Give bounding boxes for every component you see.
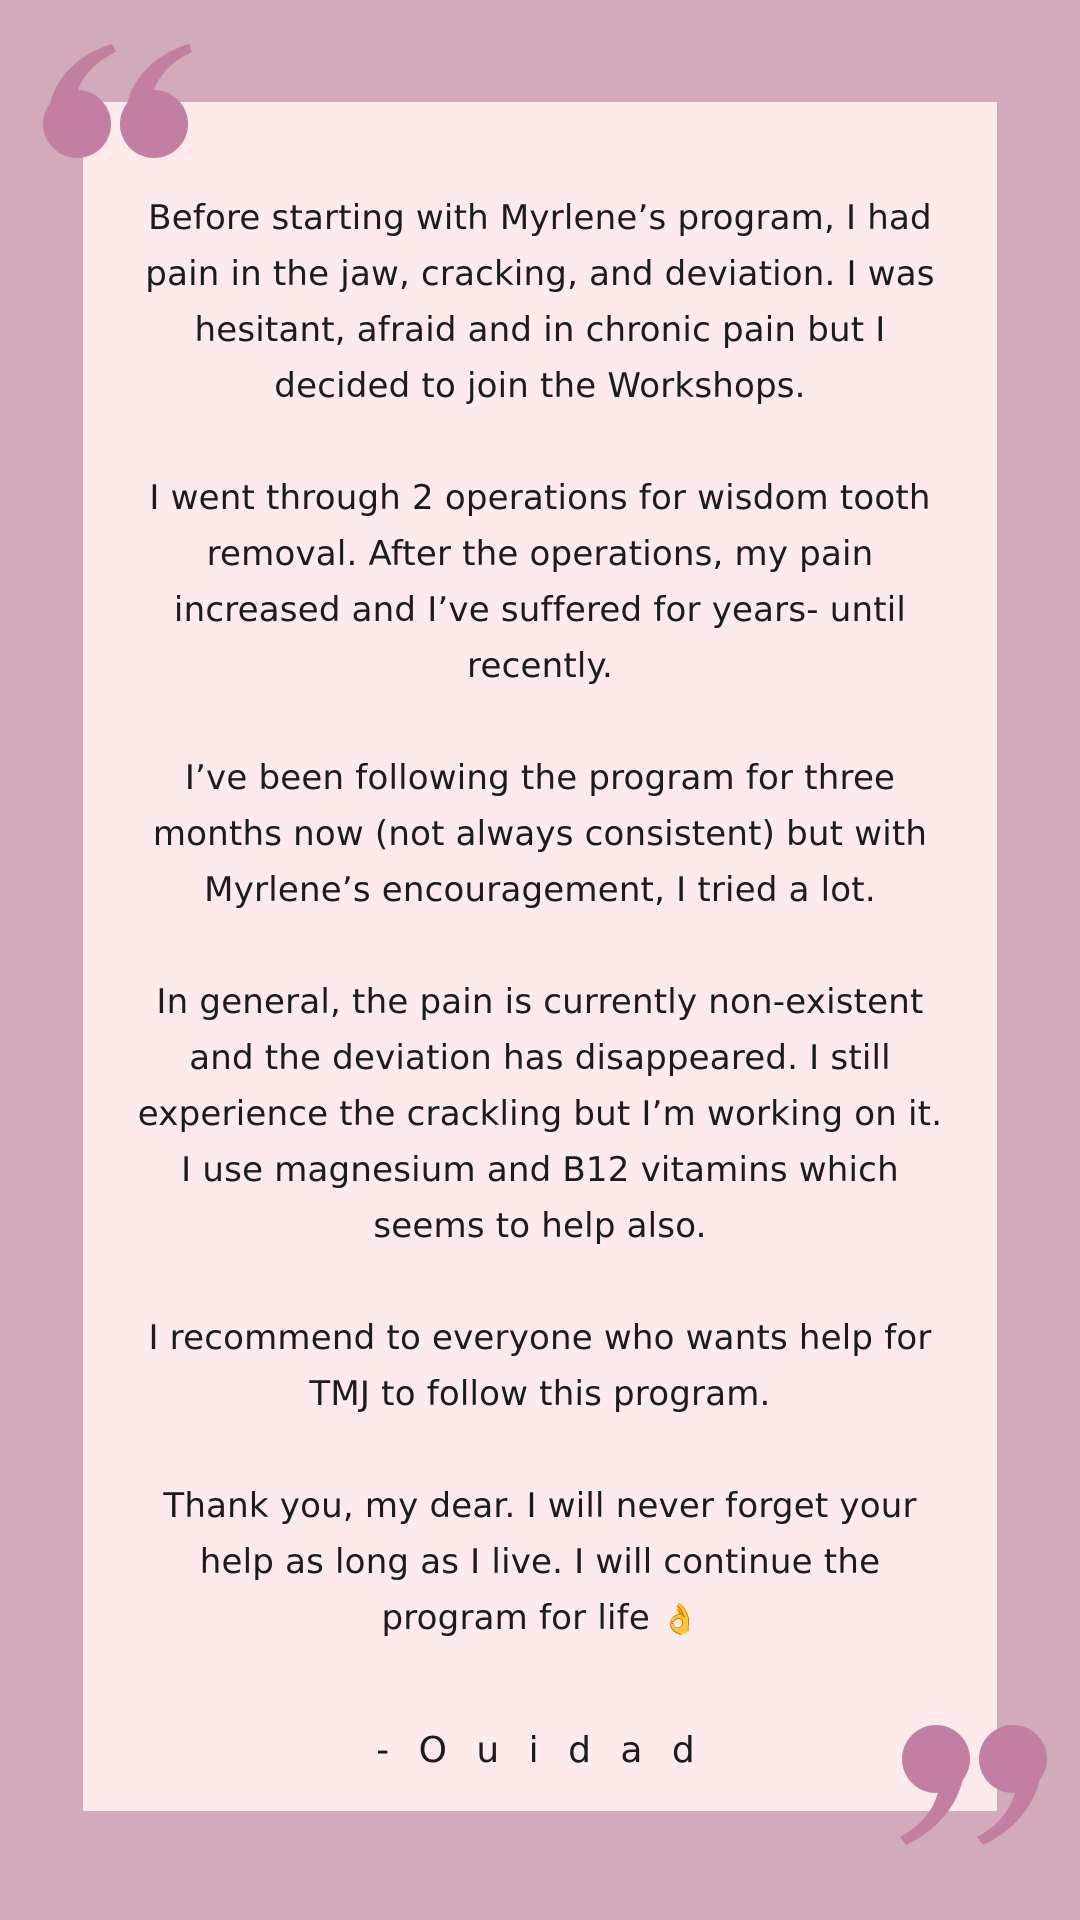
open-quote-icon [42,44,192,164]
signature: - O u i d a d [376,1730,704,1771]
testimonial-paragraph-1: Before starting with Myrlene’s program, I had pain in the jaw, cracking, and deviation. I was hesitant, afraid and in chronic pain but I decided to join the Workshops. [145,198,935,406]
testimonial-text [128,190,952,1648]
testimonial-paragraph-6-text: Thank you, my dear. I will never forget your help as long as I live. I will continue the program for life [163,1486,917,1638]
testimonial-paragraph-3: I’ve been following the program for three months now (not always consistent) but with Myrlene’s encouragement, I tried a lot. [152,758,928,910]
ok-hand-icon: 👌 [660,1602,699,1637]
testimonial-paragraph-4: In general, the pain is currently non-existent and the deviation has disappeared. I still experience the crackling but I’m working on it. I use magnesium and B12 vitamins which seems to help also. [137,982,943,1246]
testimonial-paragraph-5: I recommend to everyone who wants help for TMJ to follow this program. [148,1318,932,1414]
testimonial-paragraph-2: I went through 2 operations for wisdom tooth removal. After the operations, my pain increased and I’ve suffered for years- until recently. [149,478,931,686]
testimonial-paragraph-6 [128,1478,952,1648]
